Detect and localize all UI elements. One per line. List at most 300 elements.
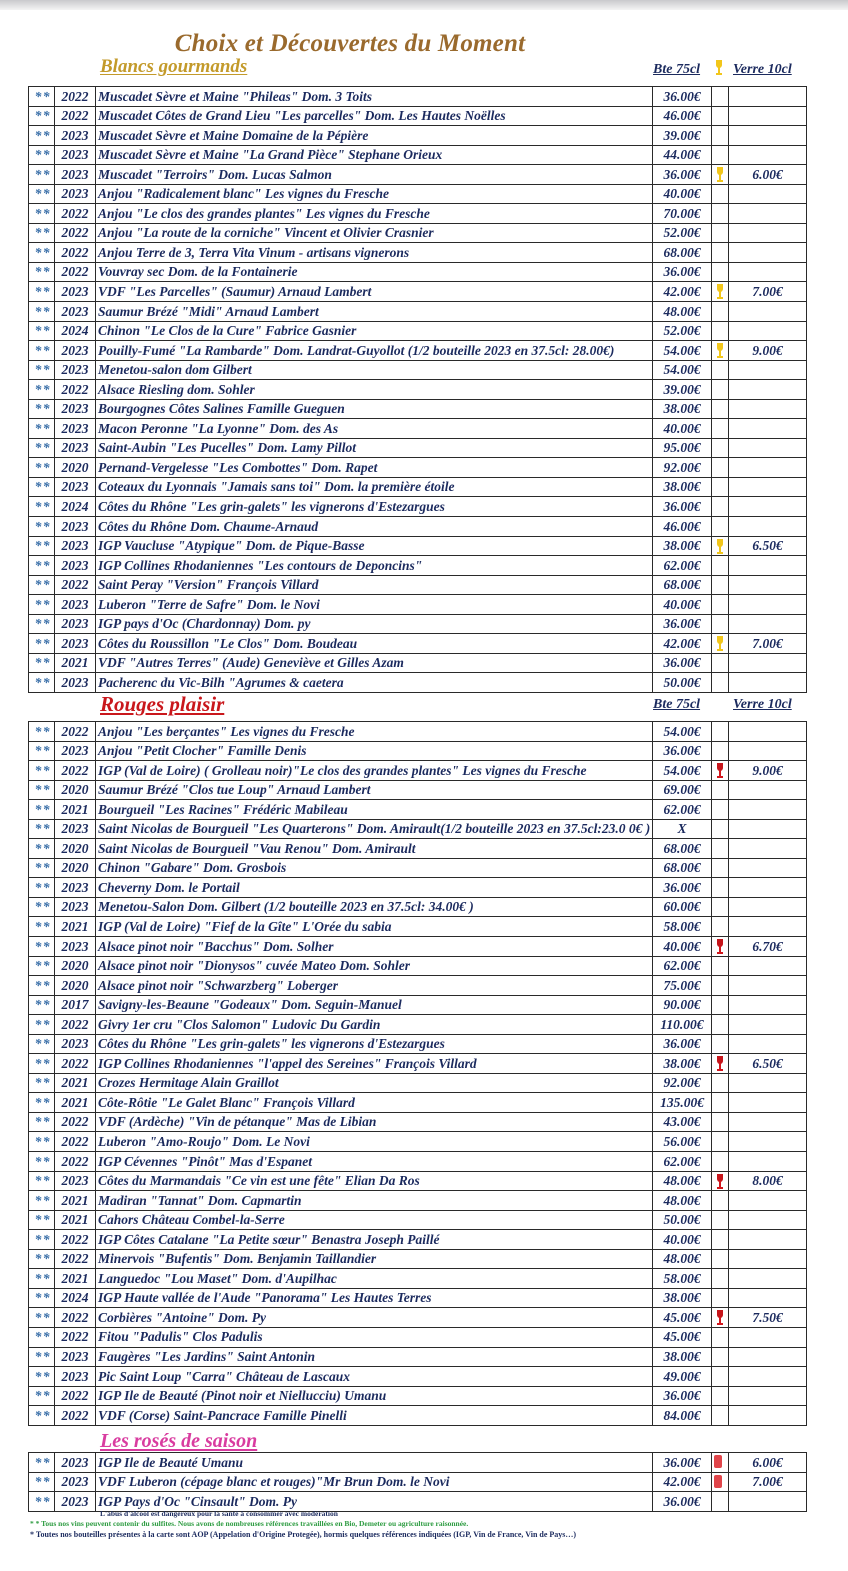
- row-stars: * *: [29, 1152, 55, 1172]
- row-glass-cell: [712, 741, 729, 761]
- row-glass-price: 8.00€: [729, 1171, 807, 1191]
- row-glass-price: 7.00€: [729, 282, 807, 302]
- wine-row: [29, 1093, 807, 1113]
- row-glass-price: [729, 1093, 807, 1113]
- row-year: 2023: [55, 819, 96, 839]
- row-bottle-price: 39.00€: [653, 380, 712, 400]
- roses-wine-table: [28, 1452, 807, 1512]
- row-year: 2023: [55, 556, 96, 576]
- row-stars: * *: [29, 819, 55, 839]
- row-wine-name: Cheverny Dom. le Portail: [96, 878, 653, 898]
- row-wine-name: Bourgognes Côtes Salines Famille Gueguen: [96, 399, 653, 419]
- row-glass-price: [729, 1034, 807, 1054]
- row-glass-price: [729, 1015, 807, 1035]
- row-glass-cell: [712, 399, 729, 419]
- row-glass-cell: [712, 1347, 729, 1367]
- row-glass-cell: [712, 653, 729, 673]
- row-year: 2022: [55, 1230, 96, 1250]
- row-wine-name: Corbières "Antoine" Dom. Py: [96, 1308, 653, 1328]
- row-wine-name: VDF (Corse) Saint-Pancrace Famille Pinelli: [96, 1406, 653, 1426]
- row-bottle-price: 36.00€: [653, 165, 712, 185]
- row-glass-cell: [712, 761, 729, 781]
- row-wine-name: Anjou Terre de 3, Terra Vita Vinum - artisans vignerons: [96, 243, 653, 263]
- footer-aop-note: * Toutes nos bouteilles présentes à la carte sont AOP (Appelation d'Origine Protegée), hormis quelques références indiquées (IGP, Vin de France, Vin de Pays…): [30, 1530, 577, 1539]
- row-glass-price: [729, 1210, 807, 1230]
- column-header-bottle: Bte 75cl: [653, 62, 701, 77]
- wine-row: [29, 995, 807, 1015]
- row-year: 2021: [55, 800, 96, 820]
- row-bottle-price: 36.00€: [653, 741, 712, 761]
- row-year: 2023: [55, 517, 96, 537]
- rouges-wine-table: [28, 721, 807, 1426]
- row-glass-cell: [712, 497, 729, 517]
- row-bottle-price: 56.00€: [653, 1132, 712, 1152]
- row-bottle-price: 39.00€: [653, 126, 712, 146]
- wine-row: [29, 497, 807, 517]
- row-glass-price: [729, 878, 807, 898]
- wine-row: [29, 1308, 807, 1328]
- row-year: 2022: [55, 1386, 96, 1406]
- row-glass-price: [729, 575, 807, 595]
- row-glass-cell: [712, 1249, 729, 1269]
- wine-row: [29, 897, 807, 917]
- row-bottle-price: 110.00€: [653, 1015, 712, 1035]
- row-glass-price: [729, 819, 807, 839]
- wine-row: [29, 1288, 807, 1308]
- row-stars: * *: [29, 106, 55, 126]
- wine-row: [29, 653, 807, 673]
- row-glass-cell: [712, 1073, 729, 1093]
- row-wine-name: Saumur Brézé "Clos tue Loup" Arnaud Lambert: [96, 780, 653, 800]
- row-wine-name: Anjou "Radicalement blanc" Les vignes du Fresche: [96, 184, 653, 204]
- wine-row: [29, 458, 807, 478]
- wine-row: [29, 1034, 807, 1054]
- row-bottle-price: 62.00€: [653, 556, 712, 576]
- row-year: 2023: [55, 184, 96, 204]
- row-year: 2021: [55, 1093, 96, 1113]
- row-stars: * *: [29, 145, 55, 165]
- row-stars: * *: [29, 741, 55, 761]
- row-glass-price: [729, 204, 807, 224]
- row-glass-cell: [712, 380, 729, 400]
- row-glass-price: [729, 360, 807, 380]
- row-glass-price: [729, 1132, 807, 1152]
- row-stars: * *: [29, 956, 55, 976]
- row-bottle-price: 62.00€: [653, 800, 712, 820]
- row-bottle-price: 45.00€: [653, 1327, 712, 1347]
- row-glass-cell: [712, 341, 729, 361]
- row-bottle-price: 52.00€: [653, 223, 712, 243]
- row-wine-name: Pernand-Vergelesse "Les Combottes" Dom. Rapet: [96, 458, 653, 478]
- wine-row: [29, 360, 807, 380]
- row-stars: * *: [29, 1171, 55, 1191]
- white-glass-icon: [714, 60, 724, 76]
- row-stars: * *: [29, 1492, 55, 1512]
- row-glass-cell: [712, 878, 729, 898]
- row-year: 2022: [55, 106, 96, 126]
- wine-row: [29, 1054, 807, 1074]
- row-stars: * *: [29, 595, 55, 615]
- row-bottle-price: 46.00€: [653, 517, 712, 537]
- wine-row: [29, 477, 807, 497]
- row-bottle-price: 75.00€: [653, 976, 712, 996]
- row-stars: * *: [29, 1386, 55, 1406]
- row-wine-name: IGP Haute vallée de l'Aude "Panorama" Les Hautes Terres: [96, 1288, 653, 1308]
- wine-row: [29, 1347, 807, 1367]
- row-glass-price: [729, 497, 807, 517]
- row-wine-name: Alsace pinot noir "Schwarzberg" Loberger: [96, 976, 653, 996]
- row-wine-name: Anjou "Les berçantes" Les vignes du Fresche: [96, 722, 653, 742]
- row-wine-name: VDF "Autres Terres" (Aude) Geneviève et Gilles Azam: [96, 653, 653, 673]
- row-wine-name: IGP Côtes Catalane "La Petite sœur" Benastra Joseph Paillé: [96, 1230, 653, 1250]
- white-glass-icon: [715, 636, 725, 652]
- row-year: 2023: [55, 1472, 96, 1492]
- row-stars: * *: [29, 497, 55, 517]
- row-year: 2022: [55, 87, 96, 107]
- row-bottle-price: 38.00€: [653, 399, 712, 419]
- wine-row: [29, 243, 807, 263]
- red-glass-icon: [715, 763, 725, 779]
- row-stars: * *: [29, 995, 55, 1015]
- row-glass-cell: [712, 1034, 729, 1054]
- row-glass-price: 6.70€: [729, 937, 807, 957]
- row-bottle-price: 40.00€: [653, 1230, 712, 1250]
- row-wine-name: IGP Collines Rhodaniennes "Les contours de Deponcins": [96, 556, 653, 576]
- row-bottle-price: 68.00€: [653, 575, 712, 595]
- wine-row: [29, 761, 807, 781]
- row-year: 2022: [55, 1249, 96, 1269]
- column-header-bottle: Bte 75cl: [653, 697, 701, 712]
- row-stars: * *: [29, 614, 55, 634]
- row-bottle-price: 48.00€: [653, 1249, 712, 1269]
- page-title: Choix et Découvertes du Moment: [174, 30, 526, 57]
- row-wine-name: IGP Ile de Beauté (Pinot noir et Niellucciu) Umanu: [96, 1386, 653, 1406]
- wine-row: [29, 106, 807, 126]
- wine-row: [29, 937, 807, 957]
- row-stars: * *: [29, 419, 55, 439]
- wine-row: [29, 634, 807, 654]
- row-year: 2021: [55, 1210, 96, 1230]
- row-glass-cell: [712, 517, 729, 537]
- row-year: 2023: [55, 1367, 96, 1387]
- row-stars: * *: [29, 556, 55, 576]
- row-stars: * *: [29, 976, 55, 996]
- row-glass-price: [729, 438, 807, 458]
- row-year: 2023: [55, 595, 96, 615]
- column-header-glass: Verre 10cl: [733, 697, 792, 712]
- row-year: 2023: [55, 1453, 96, 1473]
- wine-row: [29, 321, 807, 341]
- row-glass-cell: [712, 897, 729, 917]
- row-wine-name: IGP Ile de Beauté Umanu: [96, 1453, 653, 1473]
- row-year: 2022: [55, 380, 96, 400]
- white-glass-icon: [715, 539, 725, 555]
- wine-row: [29, 780, 807, 800]
- row-wine-name: IGP Collines Rhodaniennes "l'appel des Sereines" François Villard: [96, 1054, 653, 1074]
- row-bottle-price: 43.00€: [653, 1112, 712, 1132]
- row-year: 2021: [55, 653, 96, 673]
- row-glass-price: [729, 1406, 807, 1426]
- wine-row: [29, 399, 807, 419]
- row-glass-price: [729, 458, 807, 478]
- row-glass-cell: [712, 282, 729, 302]
- row-stars: * *: [29, 653, 55, 673]
- row-wine-name: Pic Saint Loup "Carra" Château de Lascaux: [96, 1367, 653, 1387]
- row-wine-name: Cahors Château Combel-la-Serre: [96, 1210, 653, 1230]
- row-stars: * *: [29, 341, 55, 361]
- wine-row: [29, 1191, 807, 1211]
- section-heading-roses: Les rosés de saison: [100, 1430, 258, 1452]
- wine-row: [29, 1152, 807, 1172]
- row-glass-price: [729, 556, 807, 576]
- row-glass-cell: [712, 536, 729, 556]
- row-wine-name: Anjou "Petit Clocher" Famille Denis: [96, 741, 653, 761]
- wine-row: [29, 1406, 807, 1426]
- row-glass-cell: [712, 1230, 729, 1250]
- row-wine-name: Vouvray sec Dom. de la Fontainerie: [96, 262, 653, 282]
- row-bottle-price: 40.00€: [653, 184, 712, 204]
- row-glass-cell: [712, 477, 729, 497]
- row-year: 2023: [55, 165, 96, 185]
- row-year: 2022: [55, 1406, 96, 1426]
- row-year: 2020: [55, 839, 96, 859]
- row-glass-cell: [712, 1406, 729, 1426]
- row-glass-price: [729, 321, 807, 341]
- row-glass-cell: [712, 1453, 729, 1473]
- row-glass-cell: [712, 458, 729, 478]
- wine-row: [29, 741, 807, 761]
- row-glass-cell: [712, 673, 729, 693]
- row-year: 2023: [55, 302, 96, 322]
- wine-row: [29, 878, 807, 898]
- row-glass-cell: [712, 614, 729, 634]
- row-wine-name: Saumur Brézé "Midi" Arnaud Lambert: [96, 302, 653, 322]
- row-glass-cell: [712, 1386, 729, 1406]
- row-bottle-price: 36.00€: [653, 614, 712, 634]
- row-wine-name: Saint Peray "Version" François Villard: [96, 575, 653, 595]
- row-year: 2023: [55, 419, 96, 439]
- rose-glass-icon: [714, 1475, 722, 1488]
- wine-row: [29, 1132, 807, 1152]
- wine-row: [29, 1269, 807, 1289]
- row-glass-cell: [712, 204, 729, 224]
- row-wine-name: Anjou "La route de la corniche" Vincent et Olivier Crasnier: [96, 223, 653, 243]
- row-wine-name: Côtes du Rhône "Les grin-galets" les vignerons d'Estezargues: [96, 1034, 653, 1054]
- wine-row: [29, 165, 807, 185]
- row-bottle-price: 42.00€: [653, 1472, 712, 1492]
- wine-row: [29, 1015, 807, 1035]
- wine-row: [29, 1367, 807, 1387]
- row-bottle-price: 44.00€: [653, 145, 712, 165]
- row-year: 2023: [55, 145, 96, 165]
- row-glass-price: [729, 262, 807, 282]
- row-stars: * *: [29, 917, 55, 937]
- row-stars: * *: [29, 937, 55, 957]
- row-stars: * *: [29, 184, 55, 204]
- row-bottle-price: 54.00€: [653, 360, 712, 380]
- row-stars: * *: [29, 780, 55, 800]
- row-bottle-price: 48.00€: [653, 302, 712, 322]
- row-glass-price: [729, 917, 807, 937]
- row-glass-cell: [712, 165, 729, 185]
- row-stars: * *: [29, 634, 55, 654]
- row-glass-price: [729, 223, 807, 243]
- wine-row: [29, 976, 807, 996]
- row-year: 2022: [55, 575, 96, 595]
- wine-row: [29, 1327, 807, 1347]
- row-stars: * *: [29, 204, 55, 224]
- row-year: 2022: [55, 262, 96, 282]
- row-stars: * *: [29, 1191, 55, 1211]
- row-bottle-price: 40.00€: [653, 419, 712, 439]
- row-glass-cell: [712, 575, 729, 595]
- row-bottle-price: 52.00€: [653, 321, 712, 341]
- row-year: 2017: [55, 995, 96, 1015]
- row-year: 2020: [55, 458, 96, 478]
- row-glass-price: [729, 1191, 807, 1211]
- row-glass-price: [729, 517, 807, 537]
- white-glass-icon: [715, 284, 725, 300]
- row-year: 2023: [55, 878, 96, 898]
- wine-row: [29, 917, 807, 937]
- row-year: 2023: [55, 897, 96, 917]
- row-stars: * *: [29, 536, 55, 556]
- wine-row: [29, 722, 807, 742]
- row-glass-cell: [712, 184, 729, 204]
- wine-row: [29, 1210, 807, 1230]
- row-glass-cell: [712, 1492, 729, 1512]
- row-stars: * *: [29, 126, 55, 146]
- row-glass-price: 7.50€: [729, 1308, 807, 1328]
- row-glass-price: [729, 858, 807, 878]
- wine-row: [29, 126, 807, 146]
- row-bottle-price: 40.00€: [653, 937, 712, 957]
- row-bottle-price: 68.00€: [653, 243, 712, 263]
- row-glass-price: [729, 722, 807, 742]
- row-bottle-price: 62.00€: [653, 956, 712, 976]
- row-stars: * *: [29, 761, 55, 781]
- row-bottle-price: 38.00€: [653, 1054, 712, 1074]
- row-year: 2023: [55, 741, 96, 761]
- row-glass-cell: [712, 1054, 729, 1074]
- row-year: 2023: [55, 673, 96, 693]
- row-bottle-price: 48.00€: [653, 1191, 712, 1211]
- row-bottle-price: 50.00€: [653, 1210, 712, 1230]
- row-bottle-price: 62.00€: [653, 1152, 712, 1172]
- row-stars: * *: [29, 839, 55, 859]
- row-wine-name: Alsace pinot noir "Dionysos" cuvée Mateo Dom. Sohler: [96, 956, 653, 976]
- row-wine-name: Côtes du Roussillon "Le Clos" Dom. Boudeau: [96, 634, 653, 654]
- footer-health-warning: L'abus d'alcool est dangereux pour la santé à consommer avec modération: [100, 1509, 338, 1518]
- red-glass-icon: [715, 1174, 725, 1190]
- row-bottle-price: 45.00€: [653, 1308, 712, 1328]
- row-bottle-price: 54.00€: [653, 722, 712, 742]
- row-wine-name: Alsace pinot noir "Bacchus" Dom. Solher: [96, 937, 653, 957]
- row-glass-cell: [712, 937, 729, 957]
- row-wine-name: Coteaux du Lyonnais "Jamais sans toi" Dom. la première étoile: [96, 477, 653, 497]
- row-stars: * *: [29, 1015, 55, 1035]
- row-wine-name: IGP pays d'Oc (Chardonnay) Dom. py: [96, 614, 653, 634]
- wine-row: [29, 87, 807, 107]
- wine-row: [29, 1386, 807, 1406]
- row-bottle-price: 36.00€: [653, 87, 712, 107]
- row-stars: * *: [29, 1249, 55, 1269]
- row-stars: * *: [29, 282, 55, 302]
- row-glass-price: [729, 673, 807, 693]
- row-year: 2023: [55, 360, 96, 380]
- row-glass-price: [729, 87, 807, 107]
- row-stars: * *: [29, 878, 55, 898]
- row-glass-price: [729, 995, 807, 1015]
- row-wine-name: Menetou-salon dom Gilbert: [96, 360, 653, 380]
- row-stars: * *: [29, 1034, 55, 1054]
- row-year: 2022: [55, 761, 96, 781]
- wine-row: [29, 204, 807, 224]
- row-glass-cell: [712, 1171, 729, 1191]
- row-bottle-price: 40.00€: [653, 595, 712, 615]
- row-wine-name: Bourgueil "Les Racines" Frédéric Mabileau: [96, 800, 653, 820]
- row-stars: * *: [29, 321, 55, 341]
- row-glass-price: [729, 184, 807, 204]
- row-year: 2022: [55, 243, 96, 263]
- row-glass-cell: [712, 1472, 729, 1492]
- row-year: 2023: [55, 1171, 96, 1191]
- wine-row: [29, 262, 807, 282]
- row-wine-name: Chinon "Gabare" Dom. Grosbois: [96, 858, 653, 878]
- wine-row: [29, 341, 807, 361]
- row-wine-name: VDF "Les Parcelles" (Saumur) Arnaud Lambert: [96, 282, 653, 302]
- row-bottle-price: 36.00€: [653, 262, 712, 282]
- wine-row: [29, 1453, 807, 1473]
- red-glass-icon: [715, 1310, 725, 1326]
- row-year: 2022: [55, 1132, 96, 1152]
- row-glass-cell: [712, 819, 729, 839]
- row-bottle-price: 42.00€: [653, 282, 712, 302]
- row-glass-cell: [712, 722, 729, 742]
- row-wine-name: Muscadet Sèvre et Maine "Phileas" Dom. 3 Toits: [96, 87, 653, 107]
- row-glass-cell: [712, 595, 729, 615]
- row-year: 2022: [55, 223, 96, 243]
- row-year: 2023: [55, 1034, 96, 1054]
- row-bottle-price: 54.00€: [653, 761, 712, 781]
- row-wine-name: VDF Luberon (cépage blanc et rouges)"Mr Brun Dom. le Novi: [96, 1472, 653, 1492]
- row-bottle-price: 38.00€: [653, 1288, 712, 1308]
- row-glass-cell: [712, 438, 729, 458]
- wine-row: [29, 858, 807, 878]
- row-wine-name: VDF (Ardèche) "Vin de pétanque" Mas de Libian: [96, 1112, 653, 1132]
- wine-row: [29, 1073, 807, 1093]
- window-top-bar: [0, 0, 848, 10]
- row-glass-price: 6.00€: [729, 165, 807, 185]
- wine-row: [29, 419, 807, 439]
- wine-row: [29, 536, 807, 556]
- row-wine-name: IGP Vaucluse "Atypique" Dom. de Pique-Basse: [96, 536, 653, 556]
- row-stars: * *: [29, 1327, 55, 1347]
- row-glass-cell: [712, 126, 729, 146]
- wine-row: [29, 1230, 807, 1250]
- row-bottle-price: 36.00€: [653, 1386, 712, 1406]
- row-bottle-price: 90.00€: [653, 995, 712, 1015]
- wine-row: [29, 1112, 807, 1132]
- row-glass-cell: [712, 321, 729, 341]
- row-stars: * *: [29, 1453, 55, 1473]
- row-glass-cell: [712, 995, 729, 1015]
- row-glass-price: 6.50€: [729, 1054, 807, 1074]
- row-stars: * *: [29, 360, 55, 380]
- row-bottle-price: 60.00€: [653, 897, 712, 917]
- row-glass-price: [729, 595, 807, 615]
- row-stars: * *: [29, 380, 55, 400]
